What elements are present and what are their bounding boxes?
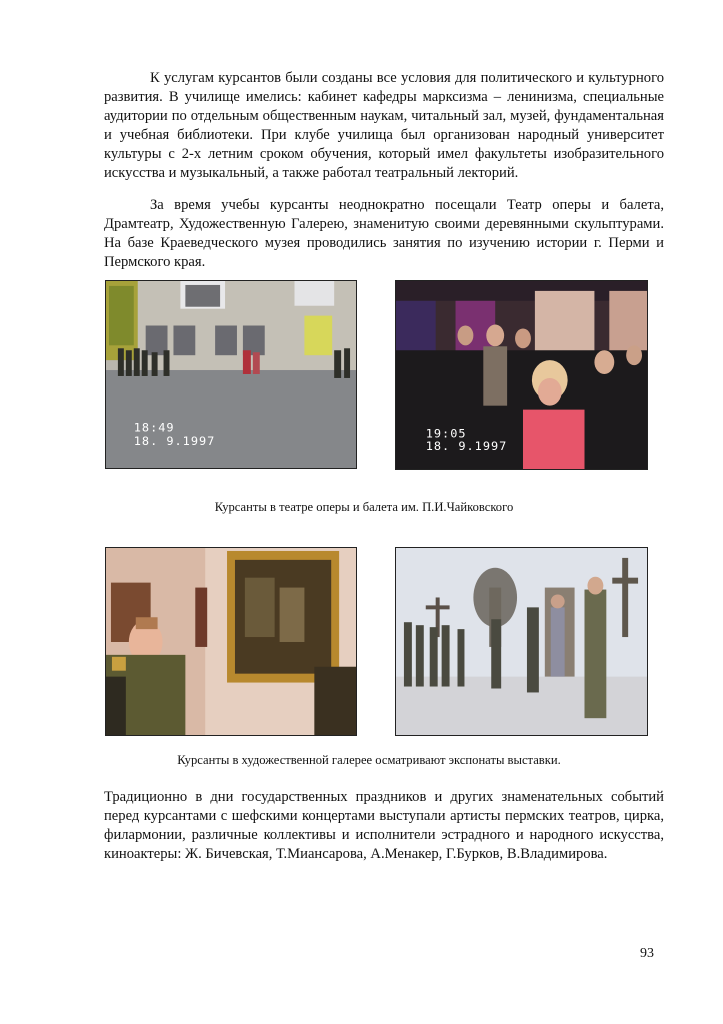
photo-theatre-interior [395, 280, 648, 470]
photo1-time-stamp: 18:49 [133, 420, 175, 435]
photo-theatre-exterior [105, 280, 357, 469]
paragraph-concerts: Традиционно в дни государственных праздников и других знаменательных событий перед курсантами с шефскими концертами выступали артисты пермских театров, цирка, филармонии, различные коллективы и исполнители эстрадного и народного искусства, киноактеры: Ж. Бичевская, Т.Миансарова, А.Менакер, Г.Бурков, В.Владимирова. [104, 789, 664, 862]
photo1-date-stamp: 18. 9.1997 [133, 434, 216, 449]
photo-gallery-sculptures [395, 547, 648, 736]
photo2-time-stamp: 19:05 [425, 426, 467, 441]
paragraph-visits: За время учебы курсанты неоднократно посещали Театр оперы и балета, Драмтеатр, Художественную Галерею, знаменитую своими деревянными скульптурами. На базе Краеведческого музея проводились занятия по изучению истории г. Перми и Пермского края. [104, 197, 664, 270]
photo2-date-stamp: 18. 9.1997 [425, 439, 508, 454]
paragraph-cultural-conditions: К услугам курсантов были созданы все условия для политического и культурного развития. В училище имелись: кабинет кафедры марксизма – ленинизма, специальные аудитории по отдельным общественным наукам, читальный зал, музей, фундаментальная и учебная библиотеки. При клубе училища был организован народный университет культуры с 2-х летним сроком обучения, который имел факультеты изобразительного искусства и музыкальный, а также работал театральный лекторий. [104, 70, 664, 181]
page-number: 93 [640, 946, 654, 961]
caption-gallery: Курсанты в художественной галерее осматривают экспонаты выставки. [177, 753, 561, 767]
photo-gallery-painting [105, 547, 357, 736]
caption-theatre: Курсанты в театре оперы и балета им. П.И.Чайковского [214, 500, 514, 514]
